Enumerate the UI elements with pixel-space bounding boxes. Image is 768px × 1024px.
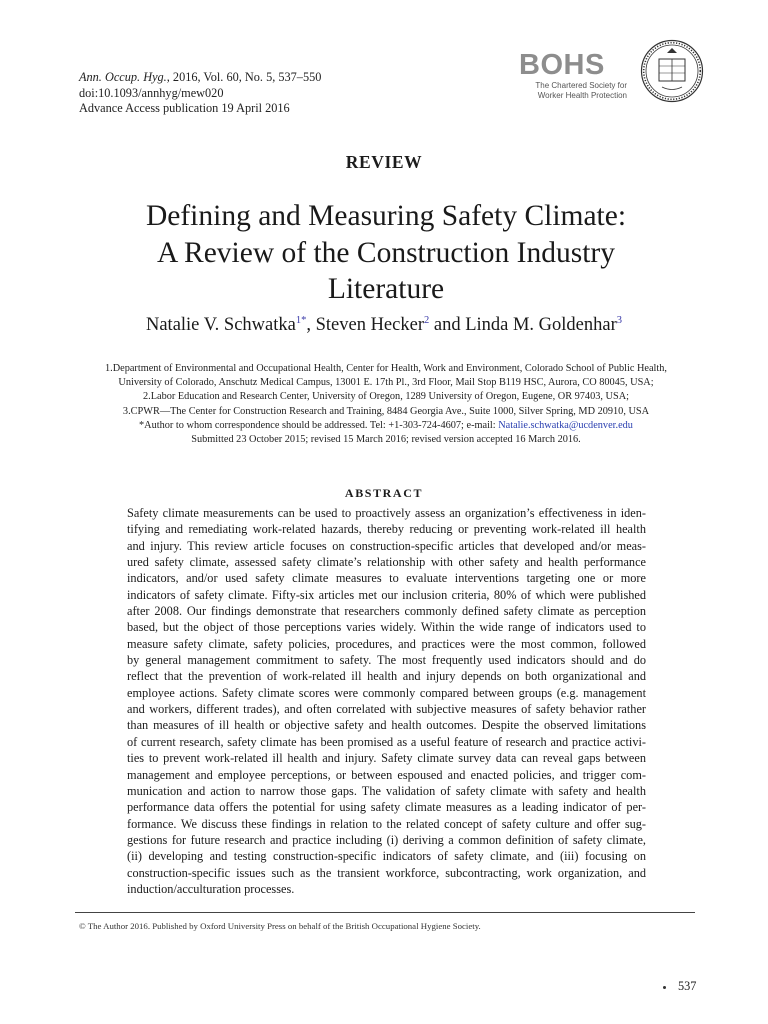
footer-divider (75, 912, 695, 913)
doi-text: doi:10.1093/annhyg/mew020 (79, 85, 224, 100)
title-line-1: Defining and Measuring Safety Climate: (145, 200, 627, 232)
abstract-line: of current research, safety climate has been promised as a useful feature of research and practice activi- (127, 734, 646, 749)
journal-line (79, 70, 321, 86)
affiliations (70, 362, 702, 447)
author-list (0, 315, 768, 336)
author-name: Linda M. Goldenhar (465, 315, 617, 335)
email-link[interactable]: Natalie.schwatka@ucdenver.edu (498, 419, 633, 431)
abstract-line: gestions for future research and practice including (i) deriving a common definition of safety climate, (127, 832, 646, 847)
correspondence-note (70, 419, 702, 433)
affiliation-1-line-1: 1.Department of Environmental and Occupational Health, Center for Health, Work and Environment, Colorado School of Public Health, (104, 363, 667, 374)
tagline-line-1: The Chartered Society for (535, 81, 627, 90)
abstract-line: based, but the object of those perceptions varies widely. Within the wide range of indicators used to (127, 620, 646, 635)
abstract-line: measure safety climate, safety policies, procedures, and practices were the most common, followed (127, 636, 646, 651)
abstract-line: than measures of ill health or objective safety and health outcomes. Despite the observed limitations (127, 718, 646, 733)
author-affiliation-marker: 2 (423, 315, 430, 326)
bohs-wordmark: BOHS (519, 49, 605, 81)
section-label: REVIEW (345, 152, 423, 172)
journal-name: Ann. Occup. Hyg. (79, 70, 167, 84)
abstract-line: indicators of safety climate. Fifty-six articles met our inclusion criteria, 80% of which were published (127, 587, 646, 602)
abstract-line: construction-specific issues such as the transient workforce, subcontracting, work organization, and (127, 865, 646, 880)
abstract-body (127, 505, 646, 897)
affiliation-3: 3.CPWR—The Center for Construction Research and Training, 8484 Georgia Ave., Suite 1000, Silver Spring, MD 20910, USA (122, 405, 650, 417)
abstract-line: reflect that the prevention of work-related ill health and injury depends on both organizational and (127, 669, 646, 684)
abstract-line: tifying and remediating work-related hazards, thereby reducing or preventing work-related ill health (127, 522, 646, 537)
abstract-line: indicators, and/or used safety climate measures to evaluate interventions targeting one or more (127, 571, 646, 586)
abstract-line: munication and action to narrow those gaps. The validation of safety climate with safety and health (127, 783, 646, 798)
bohs-logo (519, 50, 627, 100)
affiliation-2: 2.Labor Education and Research Center, University of Oregon, 1289 University of Oregon, Eugene, OR 97403, USA; (142, 391, 629, 403)
advance-access-text: Advance Access publication 19 April 2016 (79, 101, 290, 115)
author-affiliation-marker: 1* (295, 315, 307, 326)
bohs-tagline (523, 81, 627, 101)
abstract-line: and injury. This review article focuses on construction-specific articles that developed and/or meas- (127, 538, 646, 553)
abstract-line: (ii) developing and testing construction-specific indicators of safety climate, and (iii) focusing on (127, 849, 646, 864)
page-number (663, 979, 696, 994)
bullet-icon (663, 986, 666, 989)
abstract-line: ties to prevent work-related ill health and injury. Safety climate survey data can reveal gaps between (127, 751, 646, 766)
copyright-notice: © The Author 2016. Published by Oxford University Press on behalf of the British Occupational Hygiene Society. (79, 921, 481, 931)
author-name: Natalie V. Schwatka (145, 315, 296, 335)
abstract-line: performance data offers the potential for using safety climate measures as a leading indicator of per- (127, 800, 646, 815)
article-title (90, 198, 682, 308)
author-separator: , (306, 315, 316, 335)
abstract-heading: ABSTRACT (344, 486, 424, 500)
affiliation-1-line-2: University of Colorado, Anschutz Medical Campus, 13001 E. 17th Pl., 3rd Floor, Mail Stop B119 HSC, Aurora, CO 80045, USA; (118, 377, 654, 389)
submission-dates: Submitted 23 October 2015; revised 15 March 2016; revised version accepted 16 March 2016. (191, 434, 581, 446)
author-name: Steven Hecker (315, 315, 424, 335)
title-line-3: Literature (327, 273, 445, 305)
correspondence-text: *Author to whom correspondence should be addressed. Tel: +1-303-724-4607; e-mail: (139, 419, 499, 431)
abstract-line: ured safety climate, assessed safety climate’s relationship with other safety and health performance (127, 555, 646, 570)
tagline-line-2: Worker Health Protection (537, 91, 627, 100)
author-affiliation-marker: 3 (616, 315, 623, 326)
abstract-line: by general management commitment to safety. The most frequently used indicators should and do (127, 653, 646, 668)
author-separator: and (429, 315, 466, 335)
society-seal-icon (640, 39, 704, 103)
abstract-line: employee actions. Safety climate scores were commonly compared between groups (e.g. management (127, 685, 646, 700)
abstract-line: formance. We discuss these findings in relation to the related concept of safety culture and offer sug- (127, 816, 646, 831)
journal-volume-info: , 2016, Vol. 60, No. 5, 537–550 (166, 70, 322, 84)
abstract-line: and workers, different trades), and often correlated with subjective measures of safety behavior rather (127, 702, 646, 717)
abstract-line: Safety climate measurements can be used to proactively assess an organization’s effectiveness in iden- (127, 506, 646, 520)
page-number-text: 537 (678, 979, 697, 993)
abstract-line: management and employee perceptions, or between espoused and enacted policies, and trigger com- (127, 767, 646, 782)
journal-citation (79, 70, 321, 117)
abstract-line: induction/acculturation processes. (127, 881, 295, 896)
title-line-2: A Review of the Construction Industry (156, 236, 615, 269)
abstract-line: after 2008. Our findings demonstrate that researchers commonly defined safety climate as perception (127, 604, 646, 619)
